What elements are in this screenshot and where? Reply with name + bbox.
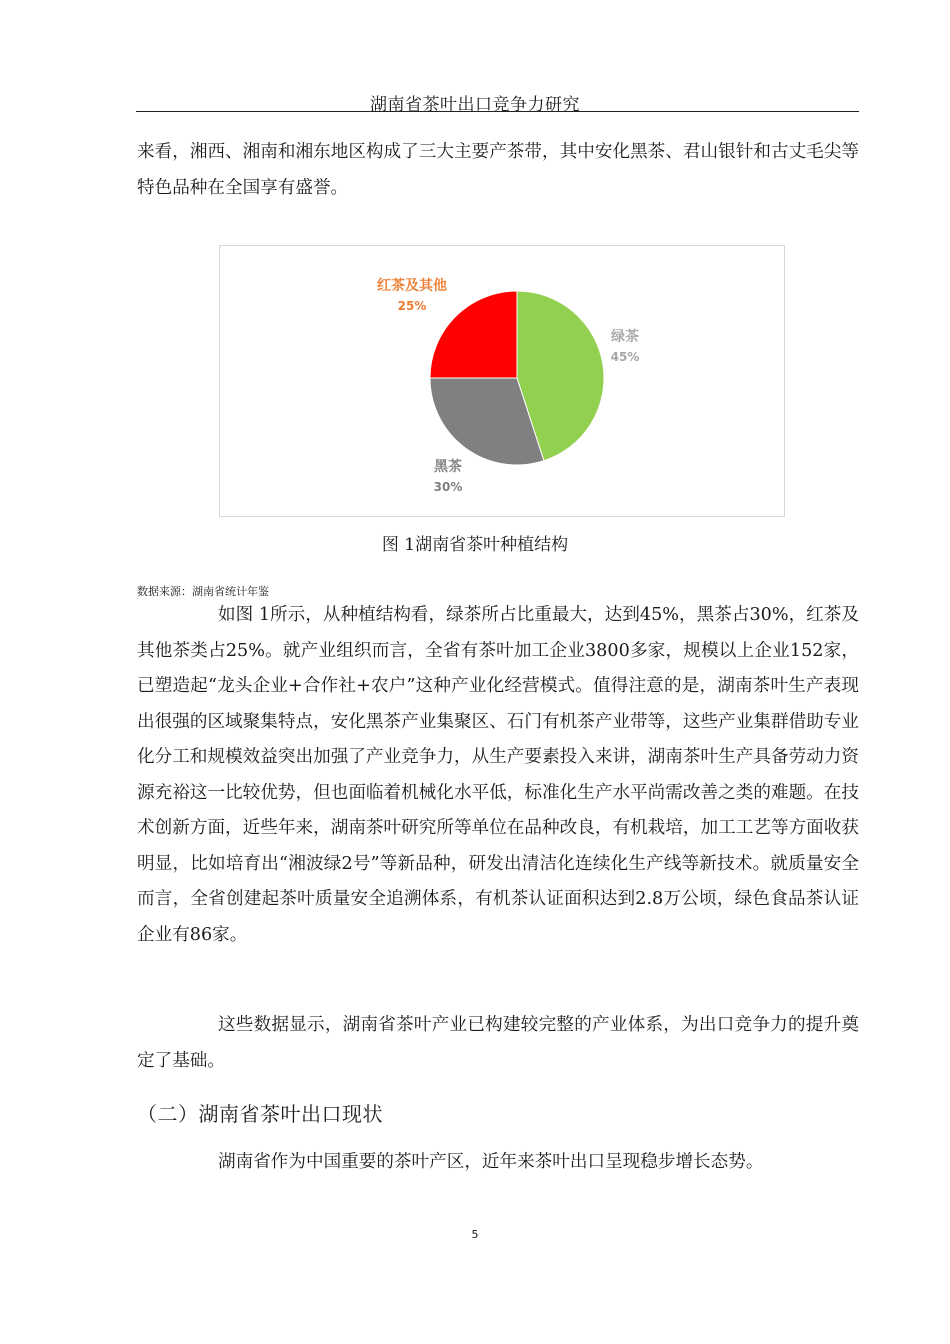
pie-chart-frame [219, 245, 785, 517]
pie-slice-value-2: 30% [433, 480, 463, 494]
body-paragraph-1: 来看，湘西、湘南和湘东地区构成了三大主要产茶带，其中安化黑茶、君山银针和古丈毛尖等特色品种在全国享有盛誉。 [137, 142, 859, 198]
data-source-note: 数据来源：湖南省统计年鉴 [137, 585, 269, 598]
body-paragraph-3: 这些数据显示，湖南省茶叶产业已构建较完整的产业体系，为出口竞争力的提升奠定了基础。 [137, 1015, 859, 1071]
pie-slice-label-2: 黑茶 [434, 459, 462, 475]
pie-slice-label-1: 绿茶 [611, 329, 639, 345]
running-header-title: 湖南省茶叶出口竞争力研究 [370, 95, 580, 115]
page-number: 5 [471, 1228, 479, 1241]
section-heading: （二）湖南省茶叶出口现状 [137, 1102, 383, 1126]
pie-slice-3 [430, 291, 517, 378]
header-rule [136, 111, 859, 112]
pie-slice-value-1: 45% [610, 350, 640, 364]
pie-slice-value-3: 25% [397, 299, 427, 313]
body-paragraph-4: 湖南省作为中国重要的茶叶产区，近年来茶叶出口呈现稳步增长态势。 [218, 1152, 764, 1172]
pie-slice-label-3: 红茶及其他 [377, 278, 447, 294]
figure-caption: 图 1湖南省茶叶种植结构 [381, 535, 569, 555]
body-paragraph-2: 如图 1所示，从种植结构看，绿茶所占比重最大，达到45%，黑茶占30%，红茶及其他茶类占25%。就产业组织而言，全省有茶叶加工企业3800多家，规模以上企业152家，已塑造起“龙头企业+合作社+农户”这种产业化经营模式。值得注意的是，湖南茶叶生产表现出很强的区域聚集特点，安化黑茶产业集聚区、石门有机茶产业带等，这些产业集群借助专业化分工和规模效益突出加强了产业竞争力，从生产要素投入来讲，湖南茶叶生产具备劳动力资源充裕这一比较优势，但也面临着机械化水平低，标准化生产水平尚需改善之类的难题。在技术创新方面，近些年来，湖南茶叶研究所等单位在品种改良，有机栽培，加工工艺等方面收获明显，比如培育出“湘波绿2号”等新品种，研发出清洁化连续化生产线等新技术。就质量安全而言，全省创建起茶叶质量安全追溯体系，有机茶认证面积达到2.8万公顷，绿色食品茶认证企业有86家。 [137, 605, 859, 945]
pie-chart [220, 246, 784, 516]
